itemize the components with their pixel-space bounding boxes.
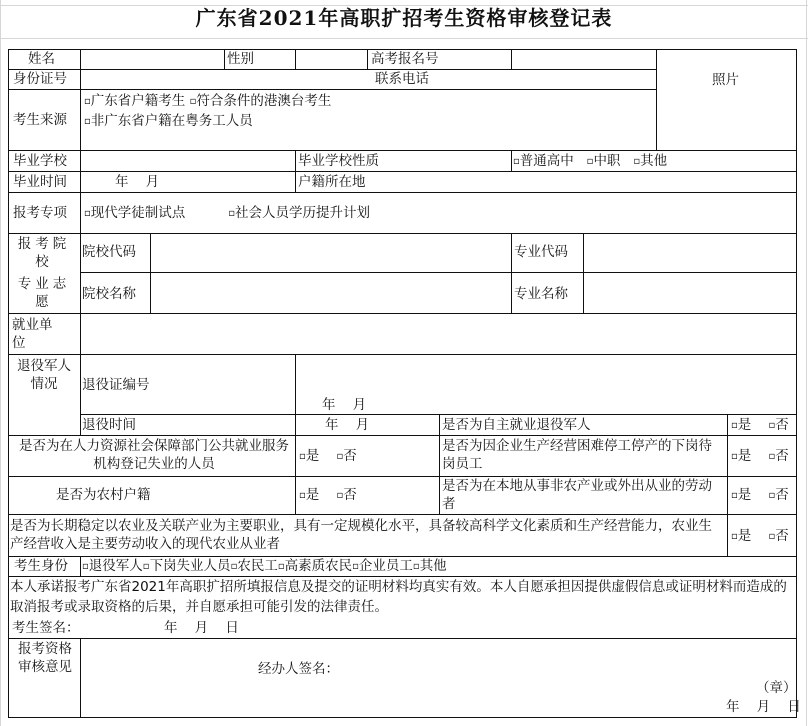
seal-label: （章） [756, 680, 797, 696]
yes-no-laid-off [731, 447, 789, 466]
checkbox-adult-education[interactable]: ▫ 社会人员学历提升计划 [228, 205, 370, 221]
checkbox-yes[interactable]: ▫ 是 [731, 448, 751, 464]
yes-no-non-farm [731, 486, 789, 505]
question-registered-unemployed: 是否为在人力资源社会保障部门公共就业服务机构登记失业的人员 [19, 438, 289, 472]
review-date[interactable]: 年 月 日 [726, 699, 801, 715]
label-school-code: 院校代码 [82, 244, 136, 260]
question-laid-off: 是否为因企业生产经营困难停工停产的下岗待岗员工 [442, 438, 712, 472]
checkbox-migrant-worker[interactable]: ▫ 非广东省户籍在粤务工人员 [84, 112, 253, 131]
question-modern-farmer: 是否为长期稳定以农业及关联产业为主要职业，具有一定规模化水平，具备较高科学文化素质和生产经营能力，农业生产经营收入是主要劳动收入的现代农业从业者 [10, 518, 712, 552]
question-non-farm-worker: 是否为在本地从事非农产业或外出从业的劳动者 [442, 478, 712, 512]
label-veteran-cert: 退役证编号 [82, 377, 150, 393]
table-line [583, 233, 584, 313]
label-exam-number: 高考报名号 [371, 51, 439, 67]
label-photo: 照片 [712, 72, 739, 88]
label-review: 报考资格审核意见 [18, 641, 72, 675]
checkbox-migrant[interactable]: ▫ 农民工 [231, 558, 278, 574]
gridline [0, 0, 1, 726]
table-line [511, 150, 512, 171]
label-discharge-time: 退役时间 [82, 417, 136, 433]
grad-date[interactable]: 年 月 [115, 174, 160, 190]
label-name: 姓名 [28, 51, 55, 67]
checkbox-no[interactable]: ▫ 否 [336, 448, 356, 464]
veteran-cert-date[interactable]: 年 月 [322, 397, 367, 413]
table-line [80, 556, 81, 576]
label-employer: 就业单位 [12, 317, 53, 351]
table-line [8, 171, 796, 172]
table-line [80, 313, 81, 435]
gridline [806, 0, 807, 726]
table-line [8, 717, 796, 718]
yes-no-registered [299, 447, 357, 466]
yes-no-farmer [731, 527, 789, 546]
table-line [8, 69, 656, 70]
label-signature: 考生签名： [12, 620, 80, 636]
label-handler-signature: 经办人签名： [258, 661, 339, 677]
table-line [8, 192, 796, 193]
table-line [8, 638, 796, 639]
table-line [439, 414, 440, 514]
checkbox-laid-off[interactable]: ▫ 下岗失业人员 [143, 558, 231, 574]
table-line [367, 49, 368, 69]
form-title: 广东省2021年高职扩招考生资格审核登记表 [195, 6, 613, 30]
table-line [224, 49, 225, 69]
source-options [84, 92, 331, 111]
checkbox-farmer[interactable]: ▫ 高素质农民 [278, 558, 352, 574]
checkbox-yes[interactable]: ▫ 是 [299, 487, 319, 503]
identity-options [82, 557, 447, 576]
table-line [8, 514, 796, 515]
checkbox-yes[interactable]: ▫ 是 [731, 528, 751, 544]
table-line [80, 414, 796, 415]
label-id-number: 身份证号 [13, 71, 67, 87]
table-line [511, 233, 512, 313]
checkbox-other-identity[interactable]: ▫ 其他 [413, 558, 447, 574]
checkbox-no[interactable]: ▫ 否 [768, 448, 788, 464]
table-line [295, 150, 296, 192]
checkbox-other[interactable]: ▫ 其他 [633, 153, 667, 169]
label-grad-time: 毕业时间 [13, 174, 67, 190]
table-line [80, 272, 796, 273]
label-apply-school: 报考院校 [17, 236, 71, 270]
checkbox-high-school[interactable]: ▫ 普通高中 [513, 153, 574, 169]
yes-no-self-employed [731, 416, 789, 435]
label-hukou: 户籍所在地 [298, 174, 366, 190]
checkbox-apprenticeship[interactable]: ▫ 现代学徒制试点 [84, 205, 185, 221]
label-veteran: 退役军人情况 [17, 358, 71, 392]
checkbox-no[interactable]: ▫ 否 [768, 487, 788, 503]
checkbox-vocational[interactable]: ▫ 中职 [587, 153, 621, 169]
label-major-code: 专业代码 [514, 244, 568, 260]
label-school-name: 院校名称 [82, 286, 136, 302]
table-line [8, 354, 796, 355]
table-line [727, 414, 728, 556]
checkbox-no[interactable]: ▫ 否 [336, 487, 356, 503]
table-line [8, 89, 656, 90]
checkbox-yes[interactable]: ▫ 是 [731, 417, 751, 433]
table-line [8, 150, 796, 151]
checkbox-no[interactable]: ▫ 否 [768, 417, 788, 433]
checkbox-guangdong[interactable]: ▫ 广东省户籍考生 [84, 93, 185, 109]
label-gender: 性别 [227, 51, 254, 67]
table-line [295, 354, 296, 476]
label-school: 毕业学校 [13, 153, 67, 169]
checkbox-yes[interactable]: ▫ 是 [299, 448, 319, 464]
checkbox-veteran[interactable]: ▫ 退役军人 [82, 558, 143, 574]
question-rural-hukou: 是否为农村户籍 [56, 487, 151, 503]
label-self-employed-veteran: 是否为自主就业退役军人 [442, 417, 591, 433]
checkbox-employee[interactable]: ▫ 企业员工 [352, 558, 413, 574]
table-line [80, 638, 81, 718]
label-major-choice: 专业志愿 [17, 276, 71, 310]
table-line [295, 476, 296, 514]
checkbox-no[interactable]: ▫ 否 [768, 528, 788, 544]
table-line [796, 49, 797, 718]
table-line [8, 313, 796, 314]
photo-box[interactable] [657, 50, 795, 149]
exam-number-field[interactable] [512, 50, 655, 68]
pledge-text: 本人承诺报考广东省2021年高职扩招所填报信息及提交的证明材料均真实有效。本人自愿承担因提供虚假信息或证明材料而造成的取消报考或录取资格的后果，并自愿承担可能引发的法律责任。 [10, 579, 787, 615]
table-line [80, 49, 81, 313]
label-phone: 联系电话 [375, 71, 429, 87]
yes-no-rural [299, 486, 357, 505]
program-options [84, 204, 370, 223]
table-line [8, 435, 796, 436]
label-identity: 考生身份 [14, 558, 68, 574]
table-line [8, 49, 9, 718]
table-line [8, 233, 796, 234]
gender-field[interactable] [296, 50, 366, 68]
label-school-nature: 毕业学校性质 [298, 153, 379, 169]
discharge-date[interactable]: 年 月 [325, 417, 370, 433]
label-source: 考生来源 [13, 112, 67, 128]
label-major-name: 专业名称 [514, 286, 568, 302]
name-field[interactable] [81, 50, 223, 68]
label-program: 报考专项 [13, 205, 67, 221]
school-nature-options [513, 152, 667, 171]
checkbox-hk-macao-taiwan[interactable]: ▫ 符合条件的港澳台考生 [190, 93, 332, 109]
table-line [150, 233, 151, 313]
checkbox-yes[interactable]: ▫ 是 [731, 487, 751, 503]
signature-date[interactable]: 年 月 日 [164, 620, 239, 636]
